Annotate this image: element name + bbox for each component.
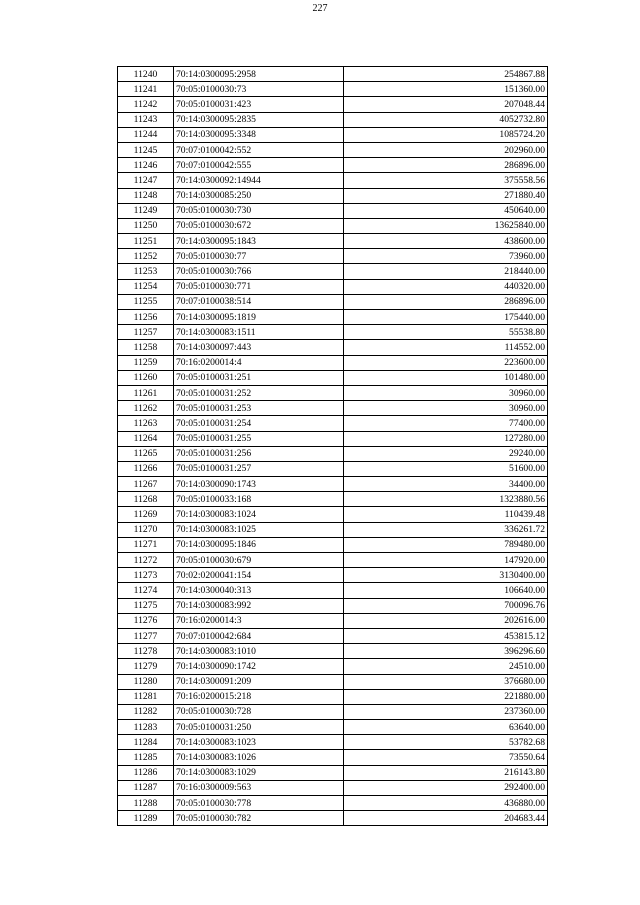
value-cell: 218440.00 <box>344 264 548 279</box>
cadastral-number-cell: 70:14:0300095:2835 <box>174 112 344 127</box>
table-row <box>118 82 548 97</box>
cadastral-number-cell: 70:05:0100030:730 <box>174 203 344 218</box>
table-row <box>118 750 548 765</box>
row-number-cell: 11241 <box>118 82 174 97</box>
cadastral-number-cell: 70:14:0300095:1846 <box>174 537 344 552</box>
cadastral-number-cell: 70:14:0300091:209 <box>174 674 344 689</box>
cadastral-number-cell: 70:07:0100042:684 <box>174 628 344 643</box>
row-number-cell: 11288 <box>118 796 174 811</box>
row-number-cell: 11256 <box>118 310 174 325</box>
table-row <box>118 537 548 552</box>
value-cell: 202960.00 <box>344 142 548 157</box>
table-row <box>118 720 548 735</box>
row-number-cell: 11286 <box>118 765 174 780</box>
table-row <box>118 461 548 476</box>
cadastral-number-cell: 70:14:0300083:1025 <box>174 522 344 537</box>
row-number-cell: 11249 <box>118 203 174 218</box>
cadastral-number-cell: 70:05:0100030:73 <box>174 82 344 97</box>
table-row <box>118 446 548 461</box>
table-row <box>118 112 548 127</box>
cadastral-number-cell: 70:14:0300083:992 <box>174 598 344 613</box>
table-row <box>118 583 548 598</box>
row-number-cell: 11244 <box>118 127 174 142</box>
table-row <box>118 613 548 628</box>
value-cell: 223600.00 <box>344 355 548 370</box>
value-cell: 237360.00 <box>344 704 548 719</box>
table-row <box>118 264 548 279</box>
table-row <box>118 188 548 203</box>
value-cell: 110439.48 <box>344 507 548 522</box>
row-number-cell: 11283 <box>118 720 174 735</box>
table-row <box>118 735 548 750</box>
cadastral-number-cell: 70:14:0300090:1742 <box>174 659 344 674</box>
row-number-cell: 11279 <box>118 659 174 674</box>
value-cell: 30960.00 <box>344 401 548 416</box>
cadastral-number-cell: 70:14:0300092:14944 <box>174 173 344 188</box>
row-number-cell: 11255 <box>118 294 174 309</box>
table-row <box>118 127 548 142</box>
cadastral-number-cell: 70:05:0100031:251 <box>174 370 344 385</box>
row-number-cell: 11248 <box>118 188 174 203</box>
cadastral-number-cell: 70:14:0300083:1010 <box>174 644 344 659</box>
value-cell: 73960.00 <box>344 249 548 264</box>
cadastral-number-cell: 70:07:0100042:555 <box>174 158 344 173</box>
row-number-cell: 11261 <box>118 385 174 400</box>
cadastral-number-cell: 70:05:0100030:672 <box>174 218 344 233</box>
table-row <box>118 340 548 355</box>
cadastral-number-cell: 70:16:0200014:4 <box>174 355 344 370</box>
value-cell: 216143.80 <box>344 765 548 780</box>
table-row <box>118 780 548 795</box>
cadastral-number-cell: 70:14:0300083:1024 <box>174 507 344 522</box>
value-cell: 34400.00 <box>344 477 548 492</box>
row-number-cell: 11254 <box>118 279 174 294</box>
value-cell: 53782.68 <box>344 735 548 750</box>
row-number-cell: 11245 <box>118 142 174 157</box>
table-row <box>118 234 548 249</box>
cadastral-number-cell: 70:05:0100031:250 <box>174 720 344 735</box>
value-cell: 77400.00 <box>344 416 548 431</box>
cadastral-number-cell: 70:14:0300085:250 <box>174 188 344 203</box>
cadastral-number-cell: 70:05:0100031:253 <box>174 401 344 416</box>
value-cell: 254867.88 <box>344 67 548 82</box>
cadastral-number-cell: 70:07:0100042:552 <box>174 142 344 157</box>
value-cell: 440320.00 <box>344 279 548 294</box>
value-cell: 286896.00 <box>344 294 548 309</box>
table-row <box>118 811 548 826</box>
cadastral-value-table <box>117 66 548 826</box>
value-cell: 375558.56 <box>344 173 548 188</box>
cadastral-number-cell: 70:05:0100031:252 <box>174 385 344 400</box>
table-row <box>118 477 548 492</box>
value-cell: 271880.40 <box>344 188 548 203</box>
cadastral-number-cell: 70:14:0300083:1023 <box>174 735 344 750</box>
table-row <box>118 203 548 218</box>
value-cell: 13625840.00 <box>344 218 548 233</box>
value-cell: 114552.00 <box>344 340 548 355</box>
cadastral-number-cell: 70:05:0100030:778 <box>174 796 344 811</box>
cadastral-number-cell: 70:05:0100030:771 <box>174 279 344 294</box>
value-cell: 1085724.20 <box>344 127 548 142</box>
row-number-cell: 11277 <box>118 628 174 643</box>
table-row <box>118 218 548 233</box>
value-cell: 438600.00 <box>344 234 548 249</box>
cadastral-number-cell: 70:05:0100031:423 <box>174 97 344 112</box>
row-number-cell: 11271 <box>118 537 174 552</box>
row-number-cell: 11242 <box>118 97 174 112</box>
table-row <box>118 689 548 704</box>
row-number-cell: 11257 <box>118 325 174 340</box>
row-number-cell: 11272 <box>118 553 174 568</box>
row-number-cell: 11285 <box>118 750 174 765</box>
table-row <box>118 522 548 537</box>
row-number-cell: 11240 <box>118 67 174 82</box>
cadastral-number-cell: 70:05:0100030:728 <box>174 704 344 719</box>
value-cell: 396296.60 <box>344 644 548 659</box>
table-row <box>118 674 548 689</box>
table-row <box>118 294 548 309</box>
value-cell: 789480.00 <box>344 537 548 552</box>
row-number-cell: 11262 <box>118 401 174 416</box>
cadastral-number-cell: 70:14:0300095:3348 <box>174 127 344 142</box>
cadastral-number-cell: 70:14:0300095:1843 <box>174 234 344 249</box>
row-number-cell: 11259 <box>118 355 174 370</box>
row-number-cell: 11284 <box>118 735 174 750</box>
row-number-cell: 11289 <box>118 811 174 826</box>
cadastral-number-cell: 70:05:0100031:257 <box>174 461 344 476</box>
value-cell: 30960.00 <box>344 385 548 400</box>
value-cell: 292400.00 <box>344 780 548 795</box>
cadastral-number-cell: 70:05:0100031:254 <box>174 416 344 431</box>
value-cell: 221880.00 <box>344 689 548 704</box>
table-row <box>118 765 548 780</box>
value-cell: 63640.00 <box>344 720 548 735</box>
table-row <box>118 598 548 613</box>
cadastral-number-cell: 70:05:0100030:77 <box>174 249 344 264</box>
table-row <box>118 659 548 674</box>
value-cell: 51600.00 <box>344 461 548 476</box>
table-row <box>118 355 548 370</box>
value-cell: 204683.44 <box>344 811 548 826</box>
table-row <box>118 142 548 157</box>
row-number-cell: 11250 <box>118 218 174 233</box>
cadastral-number-cell: 70:05:0100030:782 <box>174 811 344 826</box>
cadastral-number-cell: 70:14:0300097:443 <box>174 340 344 355</box>
table-row <box>118 370 548 385</box>
table-row <box>118 492 548 507</box>
value-cell: 24510.00 <box>344 659 548 674</box>
cadastral-number-cell: 70:05:0100030:679 <box>174 553 344 568</box>
table-row <box>118 704 548 719</box>
cadastral-number-cell: 70:14:0300095:1819 <box>174 310 344 325</box>
cadastral-number-cell: 70:14:0300083:1029 <box>174 765 344 780</box>
cadastral-number-cell: 70:14:0300095:2958 <box>174 67 344 82</box>
cadastral-number-cell: 70:16:0200015:218 <box>174 689 344 704</box>
row-number-cell: 11269 <box>118 507 174 522</box>
table-row <box>118 279 548 294</box>
row-number-cell: 11268 <box>118 492 174 507</box>
row-number-cell: 11252 <box>118 249 174 264</box>
value-cell: 3130400.00 <box>344 568 548 583</box>
row-number-cell: 11260 <box>118 370 174 385</box>
cadastral-number-cell: 70:05:0100031:255 <box>174 431 344 446</box>
value-cell: 700096.76 <box>344 598 548 613</box>
value-cell: 336261.72 <box>344 522 548 537</box>
cadastral-number-cell: 70:07:0100038:514 <box>174 294 344 309</box>
row-number-cell: 11243 <box>118 112 174 127</box>
cadastral-number-cell: 70:14:0300040:313 <box>174 583 344 598</box>
cadastral-number-cell: 70:14:0300090:1743 <box>174 477 344 492</box>
value-cell: 1323880.56 <box>344 492 548 507</box>
table-row <box>118 401 548 416</box>
value-cell: 207048.44 <box>344 97 548 112</box>
value-cell: 376680.00 <box>344 674 548 689</box>
value-cell: 286896.00 <box>344 158 548 173</box>
row-number-cell: 11282 <box>118 704 174 719</box>
cadastral-number-cell: 70:05:0100033:168 <box>174 492 344 507</box>
table-row <box>118 173 548 188</box>
value-cell: 106640.00 <box>344 583 548 598</box>
row-number-cell: 11265 <box>118 446 174 461</box>
row-number-cell: 11275 <box>118 598 174 613</box>
value-cell: 436880.00 <box>344 796 548 811</box>
table-row <box>118 568 548 583</box>
value-cell: 127280.00 <box>344 431 548 446</box>
table-row <box>118 553 548 568</box>
row-number-cell: 11270 <box>118 522 174 537</box>
row-number-cell: 11246 <box>118 158 174 173</box>
row-number-cell: 11278 <box>118 644 174 659</box>
table-row <box>118 507 548 522</box>
cadastral-number-cell: 70:14:0300083:1511 <box>174 325 344 340</box>
row-number-cell: 11280 <box>118 674 174 689</box>
value-cell: 4052732.80 <box>344 112 548 127</box>
table-row <box>118 97 548 112</box>
table-row <box>118 158 548 173</box>
value-cell: 450640.00 <box>344 203 548 218</box>
value-cell: 147920.00 <box>344 553 548 568</box>
value-cell: 55538.80 <box>344 325 548 340</box>
row-number-cell: 11267 <box>118 477 174 492</box>
table-row <box>118 249 548 264</box>
value-cell: 73550.64 <box>344 750 548 765</box>
cadastral-number-cell: 70:16:0200014:3 <box>174 613 344 628</box>
table-row <box>118 325 548 340</box>
table-row <box>118 796 548 811</box>
table-row <box>118 67 548 82</box>
row-number-cell: 11264 <box>118 431 174 446</box>
value-cell: 453815.12 <box>344 628 548 643</box>
table-row <box>118 385 548 400</box>
value-cell: 175440.00 <box>344 310 548 325</box>
cadastral-number-cell: 70:05:0100030:766 <box>174 264 344 279</box>
cadastral-number-cell: 70:16:0300009:563 <box>174 780 344 795</box>
table-body <box>118 67 548 826</box>
cadastral-number-cell: 70:05:0100031:256 <box>174 446 344 461</box>
row-number-cell: 11247 <box>118 173 174 188</box>
value-cell: 29240.00 <box>344 446 548 461</box>
page-number: 227 <box>312 3 328 14</box>
cadastral-number-cell: 70:02:0200041:154 <box>174 568 344 583</box>
row-number-cell: 11251 <box>118 234 174 249</box>
row-number-cell: 11253 <box>118 264 174 279</box>
row-number-cell: 11274 <box>118 583 174 598</box>
row-number-cell: 11281 <box>118 689 174 704</box>
row-number-cell: 11258 <box>118 340 174 355</box>
row-number-cell: 11273 <box>118 568 174 583</box>
table-row <box>118 431 548 446</box>
table-row <box>118 644 548 659</box>
value-cell: 101480.00 <box>344 370 548 385</box>
row-number-cell: 11266 <box>118 461 174 476</box>
table-row <box>118 628 548 643</box>
row-number-cell: 11276 <box>118 613 174 628</box>
table-row <box>118 416 548 431</box>
cadastral-number-cell: 70:14:0300083:1026 <box>174 750 344 765</box>
value-cell: 202616.00 <box>344 613 548 628</box>
row-number-cell: 11263 <box>118 416 174 431</box>
value-cell: 151360.00 <box>344 82 548 97</box>
table-row <box>118 310 548 325</box>
row-number-cell: 11287 <box>118 780 174 795</box>
